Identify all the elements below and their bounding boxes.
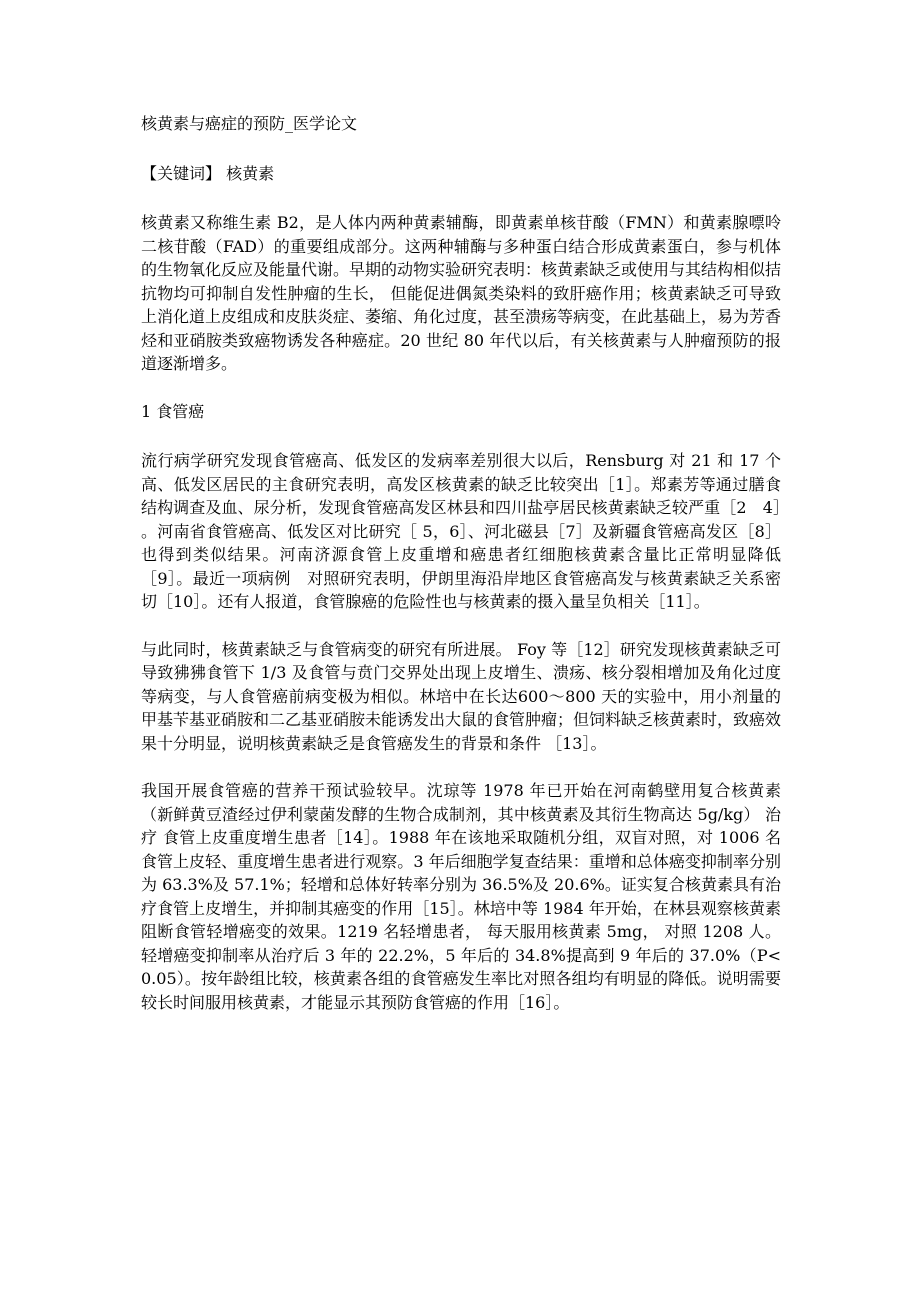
document-body <box>141 112 798 1038</box>
keywords-line <box>141 162 781 186</box>
section-paragraph: 流行病学研究发现食管癌高、低发区的发病率差别很大以后，Rensburg 对 21 和 17 个高、低发区居民的主食研究表明，高发区核黄素的缺乏比较突出［1］。郑素芳等通过膳食结构调查及血、尿分析，发现食管癌高发区林县和四川盐亭居民核黄素缺乏较严重［2 4］ 。河南省食管癌高、低发区对比研究［ 5，6］、河北磁县［7］及新疆食管癌高发区［8］也得到类似结果。河南济源食管上皮重增和癌患者红细胞核黄素含量比正常明显降低［9］。最近一项病例 对照研究表明，伊朗里海沿岸地区食管癌高发与核黄素缺乏关系密切［10］。还有人报道，食管腺癌的危险性也与核黄素的摄入量呈负相关［11］。 <box>141 451 798 611</box>
keywords-label: 【关键词】 <box>141 163 222 183</box>
document-title: 核黄素与癌症的预防_医学论文 <box>141 114 358 133</box>
section-heading: 1 食管癌 <box>141 401 205 421</box>
intro-paragraph: 核黄素又称维生素 B2，是人体内两种黄素辅酶，即黄素单核苷酸（FMN）和黄素腺嘌呤二核苷酸（FAD）的重要组成部分。这两种辅酶与多种蛋白结合形成黄素蛋白，参与机体的生物氧化反应及能量代谢。早期的动物实验研究表明：核黄素缺乏或使用与其结构相似拮抗物均可抑制自发性肿瘤的生长， 但能促进偶氮类染料的致肝癌作用；核黄素缺乏可导致上消化道上皮组成和皮肤炎症、萎缩、角化过度，甚至溃疡等病变，在此基础上，易为芳香烃和亚硝胺类致癌物诱发各种癌症。20 世纪 80 年代以后，有关核黄素与人肿瘤预防的报道逐渐增多。 <box>141 213 782 373</box>
section-paragraph: 与此同时，核黄素缺乏与食管病变的研究有所进展。 Foy 等［12］研究发现核黄素缺乏可导致狒狒食管下 1/3 及食管与贲门交界处出现上皮增生、溃疡、核分裂相增加及角化过度等病变，与人食管癌前病变极为相似。林培中在长达600～800 天的实验中，用小剂量的甲基苄基亚硝胺和二乙基亚硝胺未能诱发出大鼠的食管肿瘤；但饲料缺乏核黄素时，致癌效果十分明显，说明核黄素缺乏是食管癌发生的背景和条件 ［13］。 <box>141 639 782 753</box>
keywords-value: 核黄素 <box>226 163 275 183</box>
section-paragraph: 我国开展食管癌的营养干预试验较早。沈琼等 1978 年已开始在河南鹤壁用复合核黄素（新鲜黄豆渣经过伊利蒙菌发酵的生物合成制剂，其中核黄素及其衍生物高达 5g/kg） 治疗 食管上皮重度增生患者［14］。1988 年在该地采取随机分组，双盲对照，对 1006 名食管上皮轻、重度增生患者进行观察。3 年后细胞学复查结果：重增和总体癌变抑制率分别为 63.3%及 57.1%；轻增和总体好转率分别为 36.5%及 20.6%。证实复合核黄素具有治疗食管上皮增生，并抑制其癌变的作用［15］。林培中等 1984 年开始，在林县观察核黄素阻断食管轻增癌变的效果。1219 名轻增患者， 每天服用核黄素 5mg， 对照 1208 人。轻增癌变抑制率从治疗后 3 年的 22.2%，5 年后的 34.8%提高到 9 年后的 37.0%（P<0.05）。按年龄组比较，核黄素各组的食管癌发生率比对照各组均有明显的降低。说明需要较长时间服用核黄素，才能显示其预防食管癌的作用［16］。 <box>141 781 781 1012</box>
